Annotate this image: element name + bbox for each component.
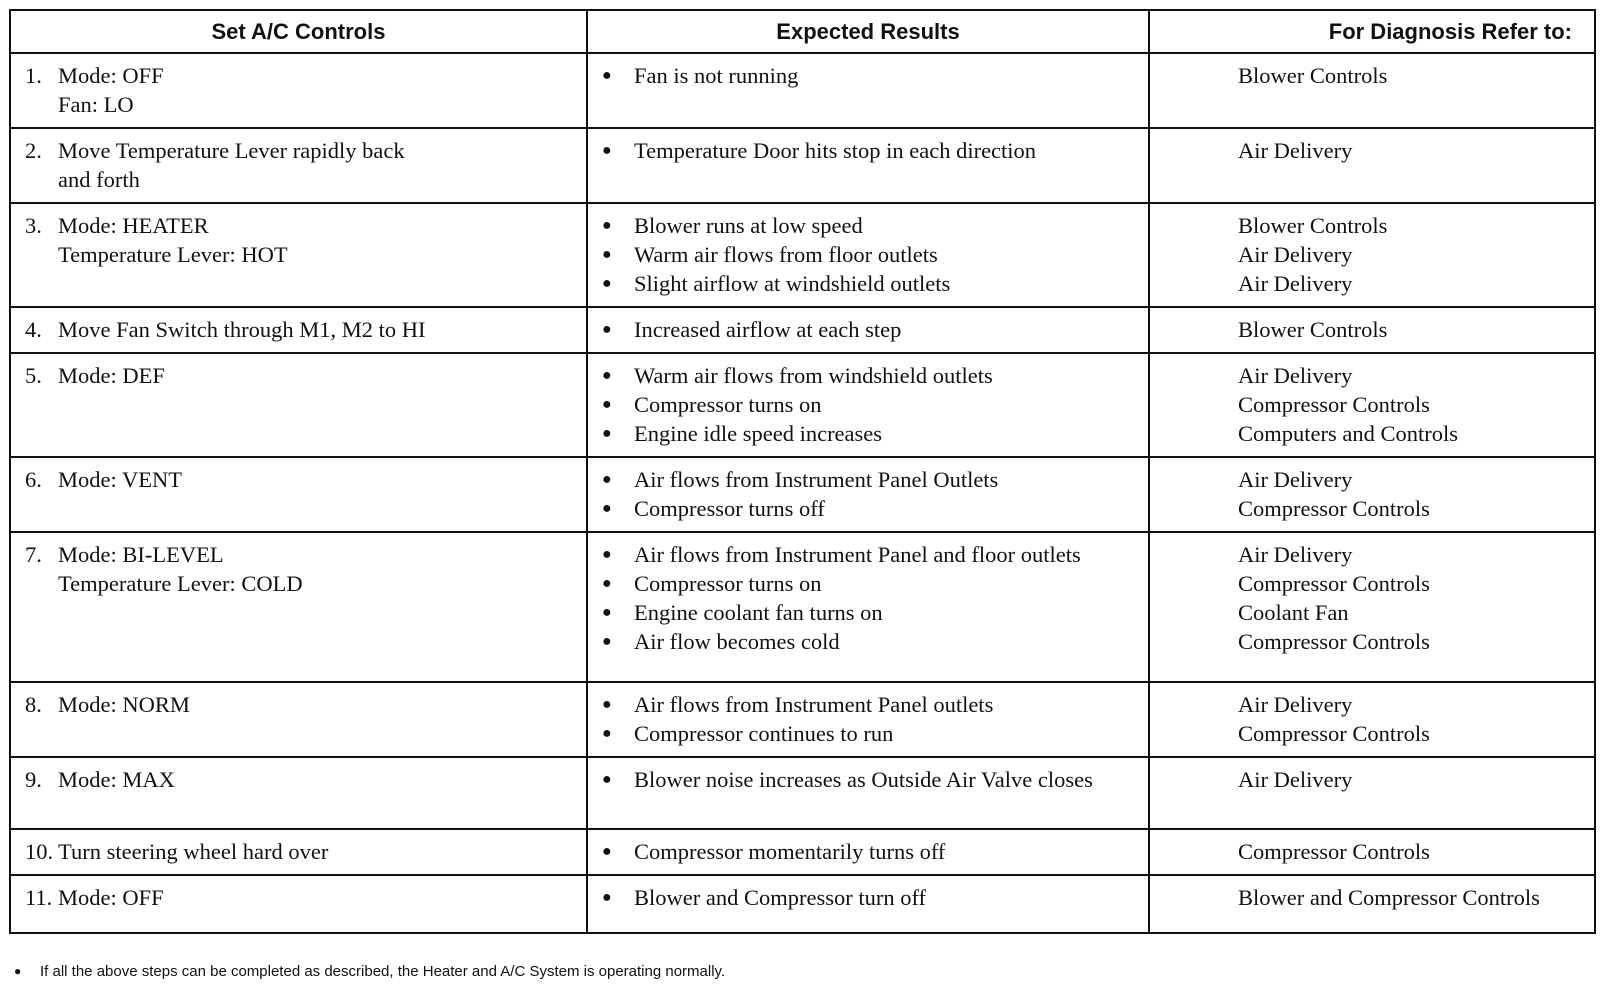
refer-text: Blower Controls: [1238, 63, 1388, 88]
result-text: Blower runs at low speed: [634, 213, 863, 238]
bullet-icon: ●: [602, 471, 612, 488]
refer-cell: [1149, 53, 1595, 128]
refer-cell: [1149, 307, 1595, 353]
result-item: [602, 269, 1138, 298]
refer-text: Blower Controls: [1238, 213, 1388, 238]
result-item: [602, 240, 1138, 269]
bullet-icon: ●: [602, 67, 612, 84]
results-cell: [587, 829, 1149, 875]
step-text: Mode: OFF: [58, 63, 164, 88]
header-diagnosis-refer: For Diagnosis Refer to:: [1149, 10, 1595, 53]
step-number: 4.: [25, 317, 42, 342]
table-body: [10, 53, 1595, 933]
step-line: [25, 837, 576, 866]
step-cell: [10, 457, 587, 532]
result-item: [602, 598, 1138, 627]
table-row: [10, 875, 1595, 933]
step-line: [25, 765, 576, 794]
refer-text: Computers and Controls: [1238, 421, 1458, 446]
table-header-row: [10, 10, 1595, 53]
result-text: Increased airflow at each step: [634, 317, 902, 342]
refer-text: Air Delivery: [1238, 767, 1353, 792]
result-item: [602, 540, 1138, 569]
refer-text: Compressor Controls: [1238, 629, 1430, 654]
step-line: [25, 540, 576, 569]
step-line: [25, 315, 576, 344]
refer-cell: [1149, 353, 1595, 457]
bullet-icon: ●: [14, 964, 22, 978]
table-row: [10, 203, 1595, 307]
result-item: [602, 419, 1138, 448]
results-cell: [587, 203, 1149, 307]
results-cell: [587, 53, 1149, 128]
result-text: Air flows from Instrument Panel outlets: [634, 692, 994, 717]
step-number: 7.: [25, 542, 42, 567]
step-cell: [10, 829, 587, 875]
step-text: Turn steering wheel hard over: [58, 839, 329, 864]
table-row: [10, 829, 1595, 875]
step-line: [25, 690, 576, 719]
refer-text: Blower and Compressor Controls: [1238, 885, 1540, 910]
step-cell: [10, 875, 587, 933]
diagnosis-table-container: [9, 9, 1594, 934]
table-row: [10, 682, 1595, 757]
refer-cell: [1149, 682, 1595, 757]
step-number: 1.: [25, 63, 42, 88]
step-number: 3.: [25, 213, 42, 238]
refer-text: Compressor Controls: [1238, 839, 1430, 864]
result-text: Temperature Door hits stop in each direction: [634, 138, 1037, 163]
footnote-text: If all the above steps can be completed as described, the Heater and A/C System is operating normally.: [40, 963, 726, 980]
step-number: 8.: [25, 692, 42, 717]
refer-text: Air Delivery: [1238, 542, 1353, 567]
bullet-icon: ●: [602, 367, 612, 384]
result-text: Slight airflow at windshield outlets: [634, 271, 951, 296]
result-text: Engine idle speed increases: [634, 421, 883, 446]
result-text: Air flows from Instrument Panel Outlets: [634, 467, 999, 492]
result-item: [602, 765, 1138, 794]
bullet-icon: ●: [602, 546, 612, 563]
bullet-icon: ●: [602, 633, 612, 650]
step-line: [25, 211, 576, 240]
result-item: [602, 569, 1138, 598]
refer-cell: [1149, 128, 1595, 203]
table-row: [10, 353, 1595, 457]
table-row: [10, 757, 1595, 829]
result-item: [602, 837, 1138, 866]
step-text: Mode: MAX: [58, 767, 175, 792]
header-expected-results: Expected Results: [587, 10, 1149, 53]
result-text: Warm air flows from windshield outlets: [634, 363, 993, 388]
result-text: Compressor turns off: [634, 496, 825, 521]
bullet-icon: ●: [602, 696, 612, 713]
refer-text: Air Delivery: [1238, 271, 1353, 296]
results-cell: [587, 353, 1149, 457]
results-cell: [587, 875, 1149, 933]
step-cell: [10, 532, 587, 682]
result-item: [602, 465, 1138, 494]
refer-text: Air Delivery: [1238, 242, 1353, 267]
result-text: Compressor turns on: [634, 571, 822, 596]
footnote: [14, 957, 725, 986]
result-text: Air flow becomes cold: [634, 629, 840, 654]
result-item: [602, 494, 1138, 523]
step-number: 9.: [25, 767, 42, 792]
result-text: Blower and Compressor turn off: [634, 885, 927, 910]
result-text: Compressor continues to run: [634, 721, 894, 746]
step-text: Temperature Lever: COLD: [58, 571, 303, 596]
result-item: [602, 627, 1138, 656]
refer-cell: [1149, 532, 1595, 682]
bullet-icon: ●: [602, 246, 612, 263]
refer-cell: [1149, 757, 1595, 829]
results-cell: [587, 307, 1149, 353]
results-cell: [587, 682, 1149, 757]
bullet-icon: ●: [602, 604, 612, 621]
result-text: Engine coolant fan turns on: [634, 600, 883, 625]
result-text: Blower noise increases as Outside Air Valve closes: [634, 767, 1093, 792]
step-text: Mode: OFF: [58, 885, 164, 910]
results-cell: [587, 757, 1149, 829]
table-row: [10, 307, 1595, 353]
step-number: 5.: [25, 363, 42, 388]
step-text: Mode: VENT: [58, 467, 182, 492]
bullet-icon: ●: [602, 843, 612, 860]
result-item: [602, 690, 1138, 719]
step-cell: [10, 353, 587, 457]
refer-text: Air Delivery: [1238, 363, 1353, 388]
result-item: [602, 136, 1138, 165]
result-item: [602, 719, 1138, 748]
step-text: and forth: [58, 167, 140, 192]
refer-text: Blower Controls: [1238, 317, 1388, 342]
step-cell: [10, 203, 587, 307]
step-line: [25, 136, 576, 165]
step-cell: [10, 682, 587, 757]
bullet-icon: ●: [602, 889, 612, 906]
bullet-icon: ●: [602, 425, 612, 442]
step-text: Mode: HEATER: [58, 213, 209, 238]
result-text: Fan is not running: [634, 63, 799, 88]
step-text: Mode: BI-LEVEL: [58, 542, 224, 567]
step-text: Temperature Lever: HOT: [58, 242, 288, 267]
refer-text: Compressor Controls: [1238, 721, 1430, 746]
step-number: 10.: [25, 839, 54, 864]
refer-text: Compressor Controls: [1238, 496, 1430, 521]
ac-diagnosis-table: [9, 9, 1596, 934]
step-number: 6.: [25, 467, 42, 492]
bullet-icon: ●: [602, 771, 612, 788]
result-item: [602, 211, 1138, 240]
result-item: [602, 361, 1138, 390]
bullet-icon: ●: [602, 217, 612, 234]
refer-text: Air Delivery: [1238, 692, 1353, 717]
refer-cell: [1149, 457, 1595, 532]
result-item: [602, 315, 1138, 344]
step-text: Move Fan Switch through M1, M2 to HI: [58, 317, 426, 342]
header-set-ac-controls: Set A/C Controls: [10, 10, 587, 53]
table-row: [10, 532, 1595, 682]
bullet-icon: ●: [602, 275, 612, 292]
bullet-icon: ●: [602, 575, 612, 592]
table-row: [10, 457, 1595, 532]
bullet-icon: ●: [602, 500, 612, 517]
bullet-icon: ●: [602, 396, 612, 413]
result-item: [602, 390, 1138, 419]
bullet-icon: ●: [602, 142, 612, 159]
step-line: [25, 361, 576, 390]
refer-text: Air Delivery: [1238, 467, 1353, 492]
bullet-icon: ●: [602, 321, 612, 338]
step-number: 2.: [25, 138, 42, 163]
refer-cell: [1149, 875, 1595, 933]
refer-text: Compressor Controls: [1238, 571, 1430, 596]
step-cell: [10, 757, 587, 829]
step-number: 11.: [25, 885, 53, 910]
refer-text: Compressor Controls: [1238, 392, 1430, 417]
result-text: Compressor momentarily turns off: [634, 839, 946, 864]
refer-cell: [1149, 203, 1595, 307]
step-text: Move Temperature Lever rapidly back: [58, 138, 405, 163]
result-item: [602, 883, 1138, 912]
result-text: Air flows from Instrument Panel and floor outlets: [634, 542, 1081, 567]
result-item: [602, 61, 1138, 90]
table-row: [10, 53, 1595, 128]
step-line: [25, 465, 576, 494]
refer-text: Coolant Fan: [1238, 600, 1349, 625]
step-text: Mode: NORM: [58, 692, 190, 717]
results-cell: [587, 457, 1149, 532]
refer-text: Air Delivery: [1238, 138, 1353, 163]
step-text: Mode: DEF: [58, 363, 165, 388]
step-line: [25, 61, 576, 90]
results-cell: [587, 128, 1149, 203]
result-text: Warm air flows from floor outlets: [634, 242, 938, 267]
step-line: [25, 883, 576, 912]
step-cell: [10, 128, 587, 203]
step-text: Fan: LO: [58, 92, 134, 117]
results-cell: [587, 532, 1149, 682]
table-row: [10, 128, 1595, 203]
step-cell: [10, 307, 587, 353]
bullet-icon: ●: [602, 725, 612, 742]
result-text: Compressor turns on: [634, 392, 822, 417]
step-cell: [10, 53, 587, 128]
refer-cell: [1149, 829, 1595, 875]
